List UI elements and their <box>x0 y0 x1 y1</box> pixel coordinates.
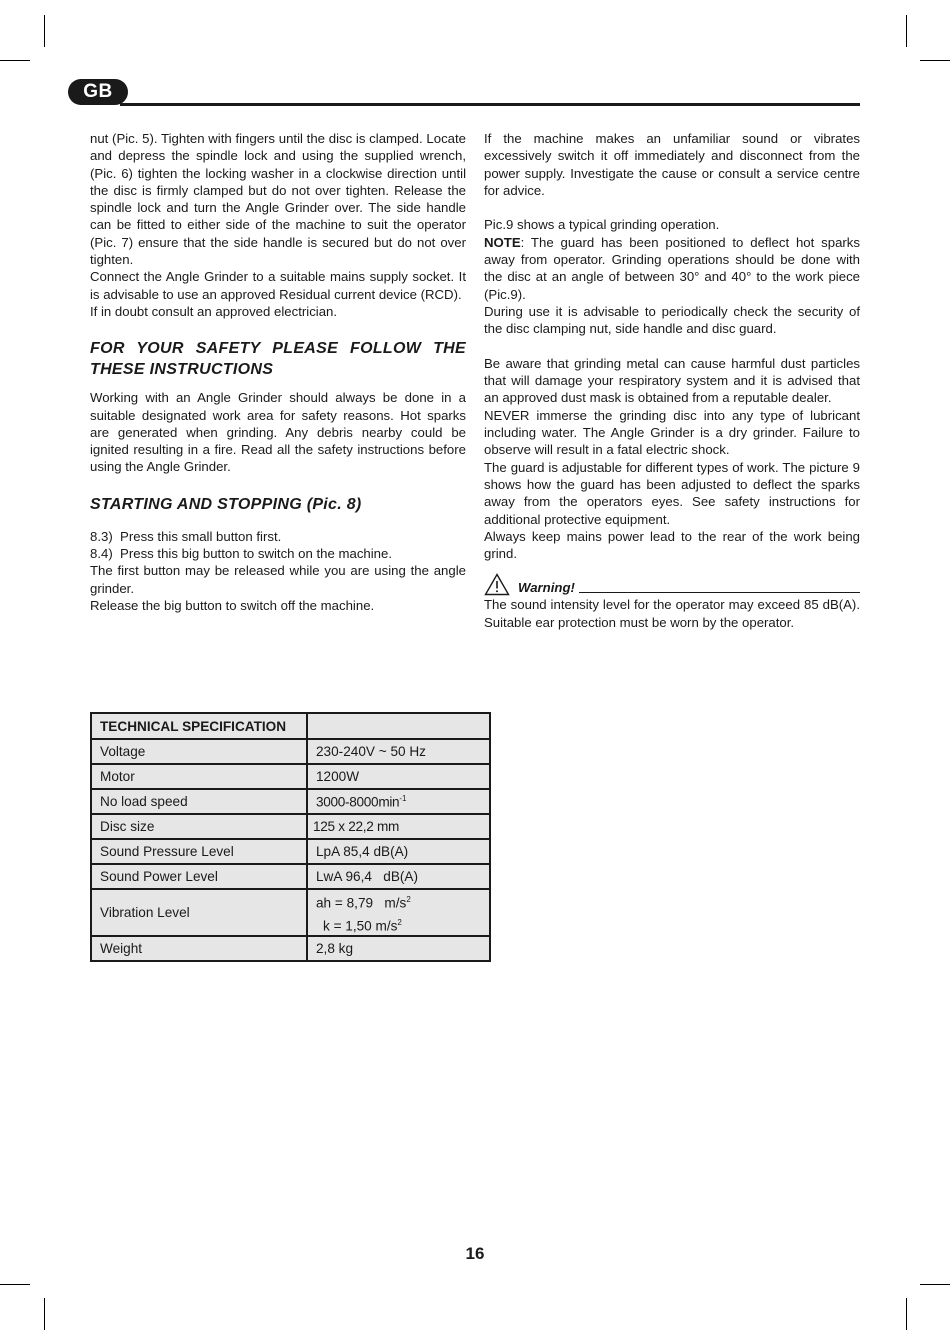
check-paragraph: During use it is advisable to periodically check the security of the disc clamping nut, side handle and disc guard. <box>484 303 860 337</box>
vibration-ah-sup: 2 <box>406 895 411 904</box>
note-text: : The guard has been positioned to deflect hot sparks away from operator. Grinding operations should be done with the disc at an angle of between 30° and 40° to the work piece (Pic.9). <box>484 234 860 302</box>
starting-line: Release the big button to switch off the machine. <box>90 597 375 613</box>
spec-value: 1200W <box>307 764 490 789</box>
crop-mark <box>906 15 907 47</box>
spec-label: Sound Power Level <box>91 864 307 889</box>
table-header-row <box>91 713 490 739</box>
intro-paragraph: nut (Pic. 5). Tighten with fingers until the disc is clamped. Locate and depress the spindle lock and using the supplied wrench, (Pic. 6) tighten the locking washer in a clockwise direction until the disc is firmly clamped but do not over tighten. Release the spindle lock and turn the Angle Grinder over. The side handle can be fitted to either side of the machine to suit the operator (Pic. 7) ensure that the side handle is secured but do not over tighten. <box>90 131 466 268</box>
language-badge: GB <box>68 79 128 105</box>
table-row <box>91 764 490 789</box>
spec-value: LwA 96,4 dB(A) <box>307 864 490 889</box>
table-row <box>91 789 490 814</box>
warning-rule <box>579 592 860 593</box>
technical-specification-table <box>90 712 491 962</box>
spec-label: Sound Pressure Level <box>91 839 307 864</box>
table-row <box>91 936 490 961</box>
table-row <box>91 739 490 764</box>
safety-heading: FOR YOUR SAFETY PLEASE FOLLOW THE THESE INSTRUCTIONS <box>90 340 466 379</box>
table-header-value-cell <box>307 713 490 739</box>
intro-paragraph: Connect the Angle Grinder to a suitable mains supply socket. It is advisable to use an approved Residual current device (RCD). <box>90 269 466 302</box>
crop-mark <box>920 1284 950 1285</box>
crop-mark <box>920 60 950 61</box>
table-row <box>91 889 490 936</box>
vibration-ah-line <box>316 890 481 913</box>
table-row <box>91 814 490 839</box>
right-column <box>484 130 860 631</box>
never-paragraph: NEVER immerse the grinding disc into any type of lubricant including water. The Angle Grinder is a dry grinder. Failure to observe will result in a fatal electric shock. <box>484 407 860 458</box>
spec-value-sup: -1 <box>399 793 407 803</box>
spec-value: 230-240V ~ 50 Hz <box>307 739 490 764</box>
warning-label: Warning! <box>518 580 575 596</box>
spec-label: Vibration Level <box>91 889 307 936</box>
dust-paragraph: Be aware that grinding metal can cause harmful dust particles that will damage your respiratory system and it is advised that an approved dust mask is obtained from a reputable dealer. <box>484 355 860 406</box>
crop-mark <box>906 1298 907 1330</box>
crop-mark <box>44 15 45 47</box>
starting-stopping-heading: STARTING AND STOPPING (Pic. 8) <box>90 495 362 513</box>
safety-paragraph: Working with an Angle Grinder should always be done in a suitable designated work area for safety reasons. Hot sparks are generated when grinding. Any debris nearby could be ignited resulting in a fire. Read all the safety instructions before using the Angle Grinder. <box>90 390 466 475</box>
crop-mark <box>44 1298 45 1330</box>
note-paragraph <box>484 234 860 303</box>
table-row <box>91 839 490 864</box>
warning-triangle-icon <box>484 573 510 596</box>
page-number: 16 <box>465 1244 485 1263</box>
vibration-k-line <box>316 913 481 936</box>
pic9-paragraph: Pic.9 shows a typical grinding operation. <box>484 217 720 233</box>
starting-line: The first button may be released while you are using the angle grinder. <box>90 563 466 596</box>
spec-value: LpA 85,4 dB(A) <box>307 839 490 864</box>
crop-mark <box>0 1284 30 1285</box>
spec-value: 125 x 22,2 mm <box>307 814 490 839</box>
warning-paragraph: The sound intensity level for the operator may exceed 85 dB(A). Suitable ear protection must be worn by the operator. <box>484 597 860 630</box>
starting-line: 8.3) Press this small button first. <box>90 528 282 544</box>
spec-value-unit: min <box>378 794 400 810</box>
table-row <box>91 864 490 889</box>
unfamiliar-sound-paragraph: If the machine makes an unfamiliar sound or vibrates excessively switch it off immediately and disconnect from the power supply. Investigate the cause or consult a service centre for advice. <box>484 131 860 198</box>
spec-label: Motor <box>91 764 307 789</box>
guard-paragraph: The guard is adjustable for different types of work. The picture 9 shows how the guard has been adjusted to deflect the sparks away from the operators eyes. See safety instructions for additional protective equipment. <box>484 459 860 527</box>
spec-label: Weight <box>91 936 307 961</box>
warning-header <box>484 574 860 596</box>
spec-label: No load speed <box>91 789 307 814</box>
spec-value-number: 3000-8000 <box>316 794 379 810</box>
mains-paragraph: Always keep mains power lead to the rear of the work being grind. <box>484 528 860 562</box>
intro-paragraph: If in doubt consult an approved electrician. <box>90 303 338 319</box>
spec-label: Voltage <box>91 739 307 764</box>
header-rule <box>120 103 860 106</box>
crop-mark <box>0 60 30 61</box>
starting-line: 8.4) Press this big button to switch on the machine. <box>90 546 393 562</box>
note-label: NOTE <box>484 234 521 250</box>
vibration-k-sup: 2 <box>397 917 402 927</box>
vibration-ah-value: ah = 8,79 m/s <box>316 895 407 911</box>
table-header-cell: TECHNICAL SPECIFICATION <box>91 713 307 739</box>
spec-label: Disc size <box>91 814 307 839</box>
spec-value: 2,8 kg <box>307 936 490 961</box>
spec-value <box>307 789 490 814</box>
left-column <box>90 130 466 614</box>
vibration-k-value: k = 1,50 m/s <box>323 918 398 934</box>
spec-value <box>307 889 490 936</box>
